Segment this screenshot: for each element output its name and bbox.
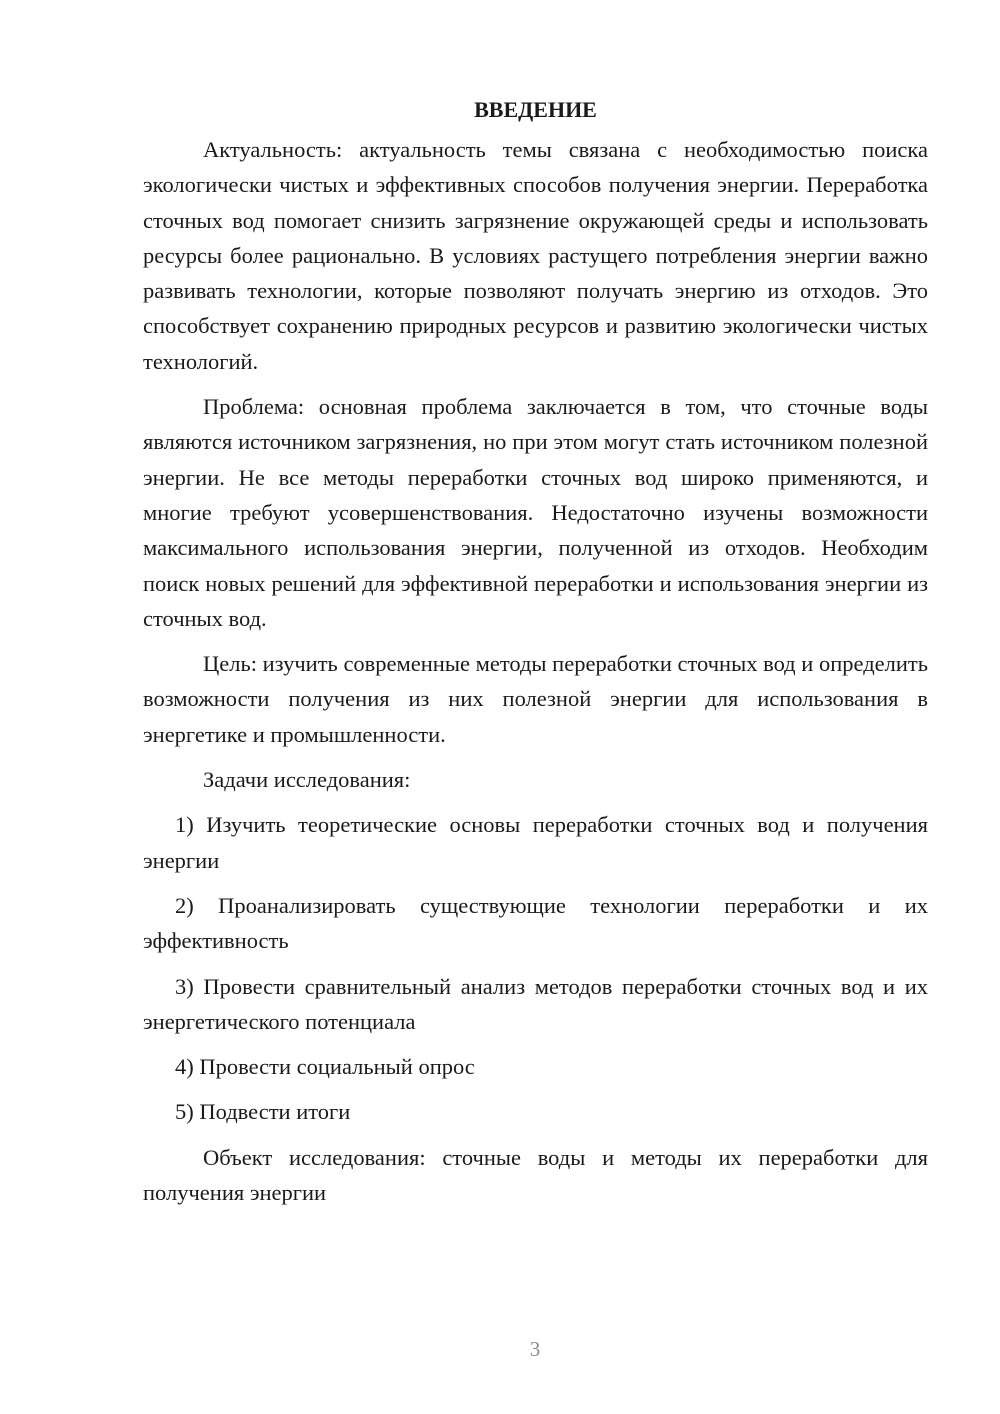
page-content xyxy=(143,92,928,1220)
section-heading: ВВЕДЕНИЕ xyxy=(474,97,597,122)
paragraph-object: Объект исследования: сточные воды и методы их переработки для получения энергии xyxy=(143,1144,928,1206)
paragraph-problem: Проблема: основная проблема заключается в том, что сточные воды являются источником загрязнения, но при этом могут стать источником полезной энергии. Не все методы переработки сточных вод широко применяются, и многие требуют усовершенствования. Недостаточно изучены возможности максимального использования энергии, полученной из отходов. Необходим поиск новых решений для эффективной переработки и использования энергии из сточных вод. xyxy=(143,394,928,631)
task-item: 3) Провести сравнительный анализ методов переработки сточных вод и их энергетического потенциала xyxy=(143,973,928,1034)
page-number: 3 xyxy=(529,1337,541,1361)
task-item: 5) Подвести итоги xyxy=(175,1099,351,1125)
task-item: 2) Проанализировать существующие технологии переработки и их эффективность xyxy=(143,892,928,954)
task-item: 4) Провести социальный опрос xyxy=(175,1054,475,1080)
task-item: 1) Изучить теоретические основы переработки сточных вод и получения энергии xyxy=(143,812,928,873)
paragraph-goal: Цель: изучить современные методы переработки сточных вод и определить возможности получения из них полезной энергии для использования в энергетике и промышленности. xyxy=(143,651,928,747)
tasks-intro: Задачи исследования: xyxy=(203,767,411,793)
paragraph-relevance: Актуальность: актуальность темы связана с необходимостью поиска экологически чистых и эффективных способов получения энергии. Переработка сточных вод помогает снизить загрязнение окружающей среды и использовать ресурсы более рационально. В условиях растущего потребления энергии важно развивать технологии, которые позволяют получать энергию из отходов. Это способствует сохранению природных ресурсов и развитию экологически чистых технологий. xyxy=(143,137,928,374)
